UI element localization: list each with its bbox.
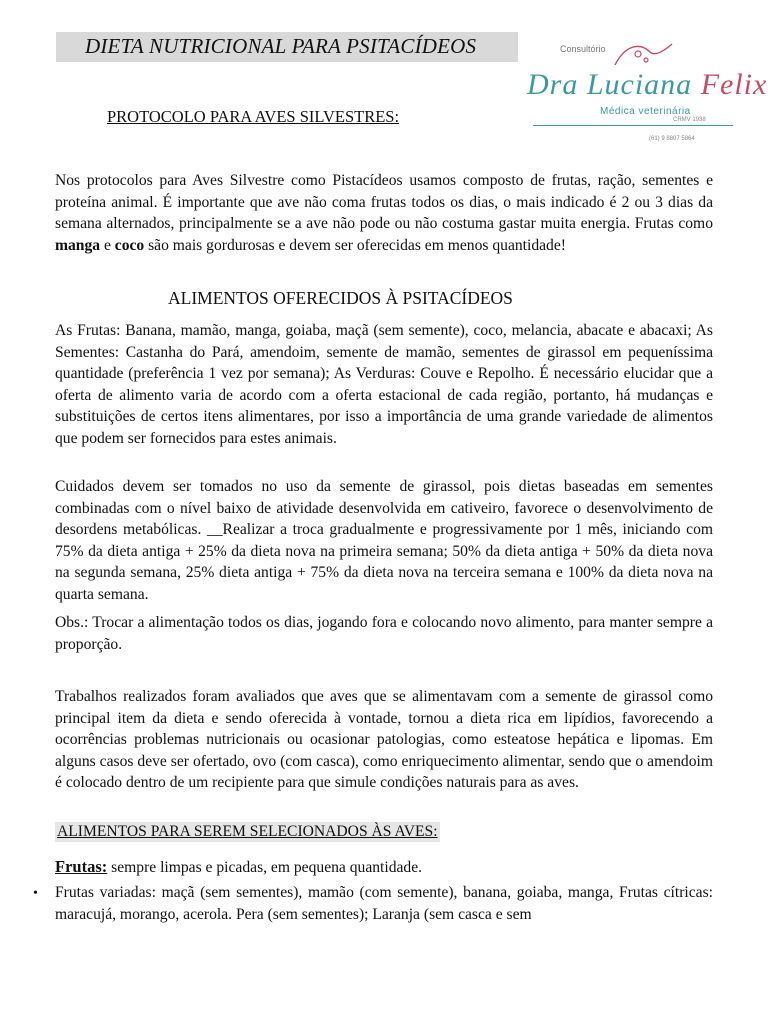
intro-paragraph: Nos protocolos para Aves Silvestre como Pistacídeos usamos composto de frutas, ração, sementes e proteína animal. É importante que ave não coma frutas todos os dias, o mais indicado é 2 ou 3 dias da semana alternados, principalmente se a ave não pode ou não costuma gastar muita energia. Frutas como manga e coco são mais gordurosas e devem ser oferecidas em menos quantidade! xyxy=(55,172,713,254)
research-paragraph: Trabalhos realizados foram avaliados que aves que se alimentavam com a semente de girassol como principal item da dieta e sendo oferecida à vontade, tornou a dieta rica em lipídios, favorecendo a ocorrências problemas nutricionais ou ocasionar patologias, como esteatose hepática e lipomas. Em alguns casos deve ser ofertado, ovo (com casca), como enriquecimento alimentar, sendo que o amendoim é colocado dentro de um recipiente para que simule condições naturais para as aves. xyxy=(55,688,713,792)
clinic-logo xyxy=(525,40,768,150)
care-paragraph: Cuidados devem ser tomados no uso da semente de girassol, pois dietas baseadas em sementes combinadas com o nível baixo de atividade desenvolvida em cativeiro, favorece o desenvolvimento de desordens metabólicas. __Realizar a troca gradualmente e progressivamente por 1 mês, iniciando com 75% da dieta antiga + 25% da dieta nova na primeira semana; 50% da dieta antiga + 50% da dieta nova na segunda semana, 25% dieta antiga + 75% da dieta nova na terceira semana e 100% da dieta nova na quarta semana. xyxy=(55,478,713,603)
page-title: DIETA NUTRICIONAL PARA PSITACÍDEOS xyxy=(85,34,477,58)
logo-name-first: Dra Luciana xyxy=(527,68,701,101)
logo-crmv: CRMV 1938 xyxy=(673,117,706,123)
bullet-icon: • xyxy=(33,886,38,901)
bold-manga: manga xyxy=(55,236,101,254)
section-heading-alimentos: ALIMENTOS OFERECIDOS À PSITACÍDEOS xyxy=(168,288,513,308)
protocol-heading: PROTOCOLO PARA AVES SILVESTRES: xyxy=(107,107,400,126)
obs-paragraph: Obs.: Trocar a alimentação todos os dias, jogando fora e colocando novo alimento, para manter sempre a proporção. xyxy=(55,614,713,653)
bold-coco: coco xyxy=(114,236,145,254)
logo-name-last: Felix xyxy=(700,68,768,101)
list-item: Frutas variadas: maçã (sem sementes), mamão (com semente), banana, goiaba, manga, Frutas cítricas: maracujá, morango, acerola. Pera (sem sementes); Laranja (sem casca e sem xyxy=(55,884,713,923)
logo-subtitle: Médica veterinária xyxy=(600,106,691,117)
frutas-label: Frutas: xyxy=(55,857,108,876)
logo-divider xyxy=(533,125,733,126)
frutas-line xyxy=(55,857,422,877)
logo-name xyxy=(527,68,767,102)
section-heading-selecionados: ALIMENTOS PARA SEREM SELECIONADOS ÀS AVES: xyxy=(57,823,438,840)
logo-top-label: Consultório xyxy=(560,44,606,54)
bird-paw-icon xyxy=(610,40,680,70)
frutas-desc: sempre limpas e picadas, em pequena quantidade. xyxy=(107,859,423,876)
foods-paragraph: As Frutas: Banana, mamão, manga, goiaba, maçã (sem semente), coco, melancia, abacate e abacaxi; As Sementes: Castanha do Pará, amendoim, semente de mamão, sementes de girassol em pequeníssima quantidade (preferência 1 vez por semana); As Verduras: Couve e Repolho. É necessário elucidar que a oferta de alimento varia de acordo com a oferta estacional de cada região, portanto, há mudanças e substituições de certos itens alimentares, por isso a importância de uma grande variedade de alimentos que podem ser fornecidos para estes animais. xyxy=(55,322,713,447)
logo-phone: (61) 9 8807 5864 xyxy=(649,136,695,142)
